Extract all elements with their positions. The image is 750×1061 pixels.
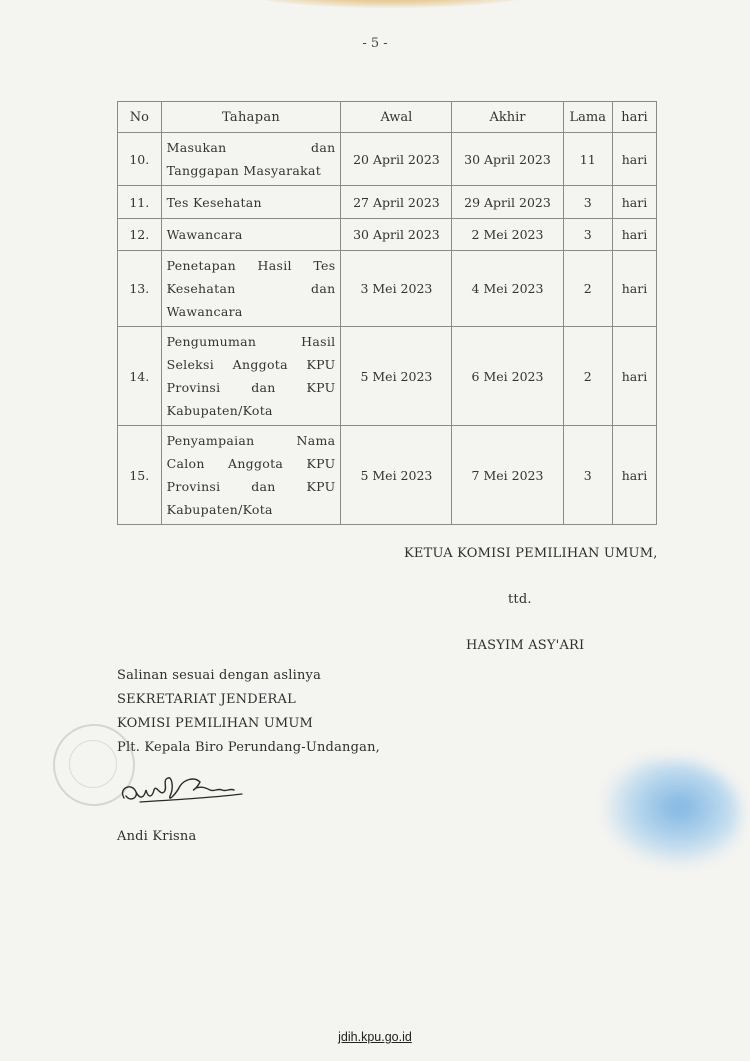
tahapan-line: Penyampaian Nama	[166, 433, 336, 448]
cell-hari: hari	[612, 327, 656, 426]
cell-no: 13.	[118, 251, 162, 327]
cell-akhir: 6 Mei 2023	[452, 327, 563, 426]
copy-note-line: KOMISI PEMILIHAN UMUM	[117, 716, 314, 731]
cell-tahapan	[161, 327, 341, 426]
tahapan-line: Kesehatan dan	[166, 281, 336, 296]
table-row	[118, 186, 657, 219]
cell-no: 12.	[118, 219, 162, 251]
tahapan-line: Provinsi dan KPU	[166, 479, 336, 494]
cell-tahapan	[161, 219, 341, 251]
cell-no: 15.	[118, 426, 162, 525]
tahapan-line: Pengumuman Hasil	[166, 334, 336, 349]
cell-lama: 3	[563, 426, 612, 525]
cell-akhir: 2 Mei 2023	[452, 219, 563, 251]
table-row	[118, 251, 657, 327]
cell-tahapan	[161, 133, 341, 186]
cell-hari: hari	[612, 186, 656, 219]
tahapan-line: Wawancara	[166, 227, 243, 242]
signatory-name: HASYIM ASY'ARI	[466, 638, 585, 653]
copy-note-line: SEKRETARIAT JENDERAL	[117, 692, 296, 707]
cell-hari: hari	[612, 133, 656, 186]
page-number: - 5 -	[362, 36, 388, 51]
table-header-row	[118, 102, 657, 133]
cell-lama: 11	[563, 133, 612, 186]
cell-awal: 5 Mei 2023	[341, 327, 452, 426]
cell-lama: 2	[563, 251, 612, 327]
copy-note	[117, 664, 380, 760]
cell-tahapan	[161, 251, 341, 327]
cell-akhir: 7 Mei 2023	[452, 426, 563, 525]
header-hari: hari	[612, 102, 656, 133]
ink-smudge	[605, 760, 740, 865]
header-no: No	[118, 102, 162, 133]
cell-tahapan	[161, 186, 341, 219]
cell-lama: 3	[563, 186, 612, 219]
table-row	[118, 327, 657, 426]
schedule-table	[117, 101, 657, 525]
tahapan-line: Masukan dan	[166, 140, 336, 155]
cell-awal: 20 April 2023	[341, 133, 452, 186]
table-row	[118, 219, 657, 251]
header-awal: Awal	[341, 102, 452, 133]
cell-no: 14.	[118, 327, 162, 426]
signatory-title: KETUA KOMISI PEMILIHAN UMUM,	[404, 546, 658, 561]
table-row	[118, 133, 657, 186]
tahapan-line: Seleksi Anggota KPU	[166, 357, 336, 372]
table-row	[118, 426, 657, 525]
cell-hari: hari	[612, 219, 656, 251]
header-tahapan: Tahapan	[161, 102, 341, 133]
cell-hari: hari	[612, 426, 656, 525]
tahapan-line: Calon Anggota KPU	[166, 456, 336, 471]
cell-akhir: 4 Mei 2023	[452, 251, 563, 327]
cell-akhir: 29 April 2023	[452, 186, 563, 219]
cell-awal: 5 Mei 2023	[341, 426, 452, 525]
tahapan-line: Tes Kesehatan	[166, 194, 262, 210]
tahapan-line: Kabupaten/Kota	[166, 403, 273, 418]
tahapan-line: Penetapan Hasil Tes	[166, 258, 336, 273]
cell-awal: 3 Mei 2023	[341, 251, 452, 327]
paper-stain	[240, 0, 540, 8]
cell-awal: 30 April 2023	[341, 219, 452, 251]
cell-lama: 2	[563, 327, 612, 426]
footer-website-link[interactable]: jdih.kpu.go.id	[338, 1030, 412, 1044]
header-lama: Lama	[563, 102, 612, 133]
header-akhir: Akhir	[452, 102, 563, 133]
cell-no: 11.	[118, 186, 162, 219]
cell-awal: 27 April 2023	[341, 186, 452, 219]
copy-note-line: Plt. Kepala Biro Perundang-Undangan,	[117, 740, 380, 755]
copy-note-line: Salinan sesuai dengan aslinya	[117, 668, 322, 683]
cell-no: 10.	[118, 133, 162, 186]
signature-mark-ttd: ttd.	[508, 592, 532, 607]
tahapan-line: Provinsi dan KPU	[166, 380, 336, 395]
cell-lama: 3	[563, 219, 612, 251]
cell-tahapan	[161, 426, 341, 525]
tahapan-line: Tanggapan Masyarakat	[166, 163, 322, 178]
cell-akhir: 30 April 2023	[452, 133, 563, 186]
tahapan-line: Kabupaten/Kota	[166, 502, 273, 517]
handwritten-signature	[110, 758, 250, 818]
cell-hari: hari	[612, 251, 656, 327]
tahapan-line: Wawancara	[166, 304, 243, 319]
copy-signatory-name: Andi Krisna	[117, 829, 197, 844]
